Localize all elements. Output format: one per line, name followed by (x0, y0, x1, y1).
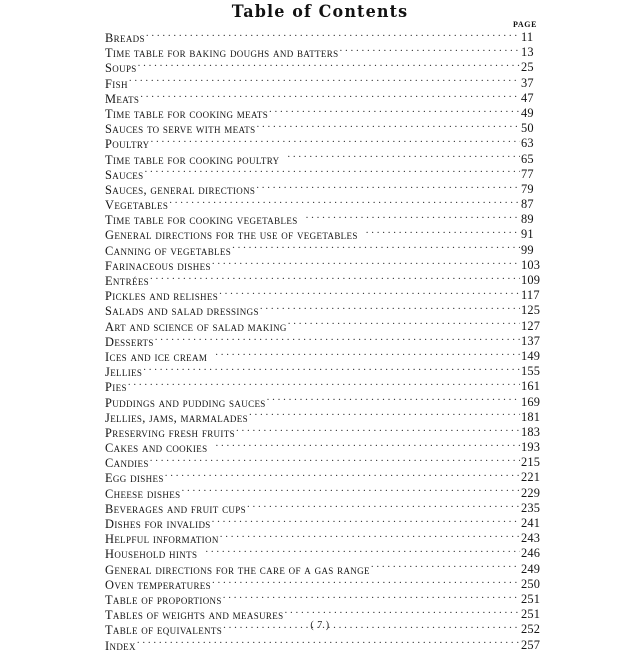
dot-leader (280, 152, 520, 164)
dot-leader (165, 470, 520, 482)
toc-entry-title: Egg dishes (105, 471, 164, 486)
toc-entry-page-number: 109 (521, 273, 541, 287)
toc-entry-main (105, 91, 520, 106)
toc-entry[interactable] (0, 440, 640, 455)
dot-leader (146, 30, 520, 42)
toc-entry-title: General directions for the use of vegetables (105, 228, 358, 243)
toc-entry[interactable] (0, 501, 640, 516)
toc-entry[interactable] (0, 152, 640, 167)
dot-leader (208, 440, 520, 452)
toc-entry-main (105, 562, 520, 577)
dot-leader (212, 516, 520, 528)
toc-entry-title: Dishes for invalids (105, 517, 211, 531)
toc-entry-title: Table of equivalents (105, 623, 223, 638)
toc-entry[interactable] (0, 212, 640, 227)
toc-entry-main (105, 440, 520, 455)
toc-entry-page-number: 251 (521, 591, 541, 606)
toc-entry-main (105, 45, 520, 60)
toc-entry[interactable] (0, 455, 640, 470)
toc-entry-list (0, 30, 640, 653)
toc-entry-main (105, 167, 520, 182)
toc-entry-main (105, 243, 520, 258)
dot-leader (150, 273, 520, 285)
toc-entry-page-number: 243 (521, 531, 541, 546)
toc-entry-main (105, 410, 520, 425)
toc-entry-main (105, 288, 520, 303)
toc-entry-page-number: 117 (521, 288, 540, 303)
toc-entry-main (105, 592, 520, 607)
toc-entry[interactable] (0, 288, 640, 303)
toc-entry-page-number: 235 (521, 500, 541, 515)
dot-leader (140, 91, 520, 103)
toc-entry[interactable] (0, 303, 640, 318)
dot-leader (169, 197, 520, 209)
toc-entry-main (105, 197, 520, 212)
dot-leader (232, 243, 520, 255)
toc-entry-title: Soups (105, 61, 137, 76)
toc-entry-page-number: 25 (521, 60, 534, 75)
toc-entry-page-number: 89 (521, 212, 534, 227)
toc-entry-main (105, 425, 520, 440)
toc-entry-page-number: 91 (521, 227, 534, 242)
dot-leader (299, 212, 520, 224)
toc-entry-main (105, 364, 520, 379)
toc-entry[interactable] (0, 60, 640, 75)
toc-entry-title: Puddings and pudding sauces (105, 395, 266, 410)
toc-entry-page-number: 241 (521, 516, 541, 530)
dot-leader (267, 395, 520, 407)
toc-entry[interactable] (0, 592, 640, 607)
dot-leader (257, 121, 520, 133)
toc-entry-title: Salads and salad dressings (105, 304, 259, 319)
toc-entry-main (105, 273, 520, 288)
toc-entry-page-number: 63 (521, 136, 534, 151)
toc-entry-page-number: 11 (521, 30, 534, 44)
toc-entry-title: Time table for cooking meats (105, 106, 269, 121)
toc-entry[interactable] (0, 91, 640, 106)
toc-entry-main (105, 258, 520, 273)
toc-entry[interactable] (0, 562, 640, 577)
toc-entry-page-number: 50 (521, 121, 534, 136)
dot-leader (220, 531, 520, 543)
toc-entry-title: Table of proportions (105, 592, 222, 607)
toc-entry-main (105, 470, 520, 485)
toc-entry-main (105, 76, 520, 91)
toc-entry-main (105, 577, 520, 592)
toc-entry-page-number: 193 (521, 440, 541, 455)
dot-leader (151, 136, 520, 148)
toc-entry-main (105, 334, 520, 349)
dot-leader (208, 349, 520, 361)
toc-entry-main (105, 546, 520, 561)
toc-entry-title: Candies (105, 456, 149, 471)
toc-entry[interactable] (0, 136, 640, 151)
toc-entry[interactable] (0, 76, 640, 91)
dot-leader (249, 410, 520, 422)
toc-entry-main (105, 30, 520, 45)
dot-leader (371, 562, 520, 574)
toc-entry-page-number: 183 (521, 424, 541, 439)
toc-entry-main (105, 531, 520, 546)
dot-leader (339, 45, 520, 57)
toc-entry-title: Oven temperatures (105, 577, 212, 592)
dot-leader (212, 577, 520, 589)
toc-entry-title: Jellies (105, 365, 143, 380)
toc-entry-title: Time table for cooking poultry (105, 152, 280, 167)
toc-entry-main (105, 303, 520, 318)
toc-entry-page-number: 125 (521, 303, 541, 318)
toc-entry-main (105, 60, 520, 75)
toc-entry-page-number: 155 (521, 364, 541, 379)
toc-entry-title: Preserving fresh fruits (105, 425, 235, 440)
dot-leader (284, 607, 520, 619)
folio-number: ( 7 ) (310, 620, 330, 631)
toc-entry-main (105, 136, 520, 151)
dot-leader (198, 546, 520, 558)
toc-entry-main (105, 395, 520, 410)
toc-entry-title: Fish (105, 76, 128, 91)
toc-entry-title: Time table for cooking vegetables (105, 213, 298, 228)
toc-entry-title: Cheese dishes (105, 486, 181, 501)
toc-entry-main (105, 212, 520, 227)
dot-leader (138, 60, 520, 72)
toc-entry-title: Meats (105, 91, 140, 106)
toc-entry[interactable] (0, 45, 640, 60)
toc-entry[interactable] (0, 167, 640, 182)
toc-entry[interactable] (0, 273, 640, 288)
toc-entry-title: Jellies, jams, marmalades (105, 410, 248, 425)
page-title (19, 2, 621, 22)
toc-entry-main (105, 152, 520, 167)
page-title-text: Table of Contents (231, 2, 409, 22)
toc-entry-main (105, 455, 520, 470)
toc-entry[interactable] (0, 197, 640, 212)
dot-leader (137, 638, 520, 650)
toc-entry-title: Sauces, general directions (105, 182, 256, 197)
toc-entry[interactable] (0, 182, 640, 197)
toc-entry[interactable] (0, 106, 640, 121)
toc-entry-page-number: 127 (521, 318, 541, 333)
toc-entry-title: Farinaceous dishes (105, 258, 211, 273)
toc-entry-title: Cakes and cookies (105, 441, 208, 456)
toc-entry-main (105, 501, 520, 516)
toc-entry-page-number: 249 (521, 561, 541, 576)
toc-entry[interactable] (0, 410, 640, 425)
dot-leader (143, 364, 520, 376)
toc-entry-page-number: 161 (521, 379, 541, 394)
toc-entry[interactable] (0, 121, 640, 136)
dot-leader (256, 182, 520, 194)
toc-entry-title: Pies (105, 380, 127, 395)
dot-leader (236, 425, 520, 437)
toc-entry[interactable] (0, 243, 640, 258)
toc-entry-main (105, 319, 520, 334)
toc-entry-page-number: 47 (521, 90, 534, 105)
toc-entry-page-number: 77 (521, 166, 534, 181)
toc-entry-title: Sauces to serve with meats (105, 122, 256, 137)
toc-entry-title: Canning of vegetables (105, 243, 232, 258)
toc-entry[interactable] (0, 349, 640, 364)
toc-entry-title: Vegetables (105, 198, 169, 213)
toc-entry-title: Breads (105, 31, 145, 45)
toc-entry[interactable] (0, 227, 640, 242)
toc-entry-page-number: 229 (521, 485, 541, 500)
toc-entry-page-number: 79 (521, 181, 534, 196)
toc-entry-page-number: 251 (521, 607, 541, 622)
toc-entry-page-number: 181 (521, 409, 541, 424)
toc-entry-page-number: 215 (521, 455, 541, 470)
dot-leader (212, 258, 520, 270)
dot-leader (128, 379, 520, 391)
dot-leader (288, 319, 520, 331)
toc-entry-page-number: 246 (521, 546, 541, 561)
toc-entry[interactable] (0, 425, 640, 440)
toc-entry-page-number: 49 (521, 105, 534, 120)
toc-entry-page-number: 221 (521, 470, 541, 485)
toc-entry-page-number: 257 (521, 637, 541, 652)
toc-entry[interactable] (0, 516, 640, 531)
toc-entry[interactable] (0, 486, 640, 501)
toc-entry-title: Index (105, 638, 136, 653)
toc-entry[interactable] (0, 334, 640, 349)
toc-entry-page-number: 65 (521, 151, 534, 166)
toc-entry-title: Entrées (105, 274, 150, 288)
toc-entry-page-number: 252 (521, 622, 541, 637)
toc-entry[interactable] (0, 258, 640, 273)
toc-entry-main (105, 349, 520, 364)
toc-entry[interactable] (0, 364, 640, 379)
toc-entry[interactable] (0, 379, 640, 394)
dot-leader (150, 455, 520, 467)
toc-entry-title: Desserts (105, 334, 154, 349)
toc-entry-main (105, 182, 520, 197)
toc-entry-title: General directions for the care of a gas range (105, 562, 370, 577)
toc-entry-main (105, 516, 520, 531)
toc-entry-title: Tables of weights and measures (105, 608, 284, 623)
toc-entry-page-number: 37 (521, 75, 534, 90)
toc-entry-page-number: 169 (521, 394, 541, 409)
toc-entry-main (105, 121, 520, 136)
toc-entry-page-number: 99 (521, 242, 534, 257)
toc-entry-title: Sauces (105, 167, 144, 182)
toc-entry[interactable] (0, 319, 640, 334)
toc-entry[interactable] (0, 30, 640, 45)
dot-leader (359, 227, 520, 239)
toc-entry-title: Beverages and fruit cups (105, 501, 246, 516)
toc-entry-page-number: 13 (521, 45, 534, 60)
page-column-header: PAGE (512, 20, 538, 29)
toc-entry-title: Household hints (105, 547, 198, 562)
dot-leader (269, 106, 520, 118)
toc-entry-main (105, 379, 520, 394)
dot-leader (129, 76, 520, 88)
toc-entry-page-number: 87 (521, 197, 534, 212)
dot-leader (181, 486, 520, 498)
toc-entry[interactable] (0, 577, 640, 592)
dot-leader (145, 167, 520, 179)
toc-entry-page-number: 149 (521, 348, 541, 363)
toc-entry-main (105, 106, 520, 121)
toc-entry-title: Art and science of salad making (105, 319, 287, 334)
toc-entry-main (105, 486, 520, 501)
toc-entry-page-number: 137 (521, 333, 541, 348)
toc-entry-title: Helpful information (105, 532, 219, 547)
dot-leader (223, 592, 520, 604)
toc-entry-title: Poultry (105, 137, 150, 152)
dot-leader (219, 288, 520, 300)
toc-entry[interactable] (0, 470, 640, 485)
dot-leader (155, 334, 520, 346)
toc-entry-page-number: 103 (521, 257, 541, 272)
toc-entry-title: Time table for baking doughs and batters (105, 46, 339, 61)
dot-leader (247, 501, 520, 513)
toc-entry[interactable] (0, 546, 640, 561)
toc-entry-title: Ices and ice cream (105, 349, 208, 364)
toc-entry[interactable] (0, 531, 640, 546)
toc-entry[interactable] (0, 395, 640, 410)
dot-leader (260, 303, 520, 315)
toc-entry-main (105, 227, 520, 242)
toc-entry-title: Pickles and relishes (105, 289, 219, 304)
toc-entry-page-number: 250 (521, 576, 541, 591)
